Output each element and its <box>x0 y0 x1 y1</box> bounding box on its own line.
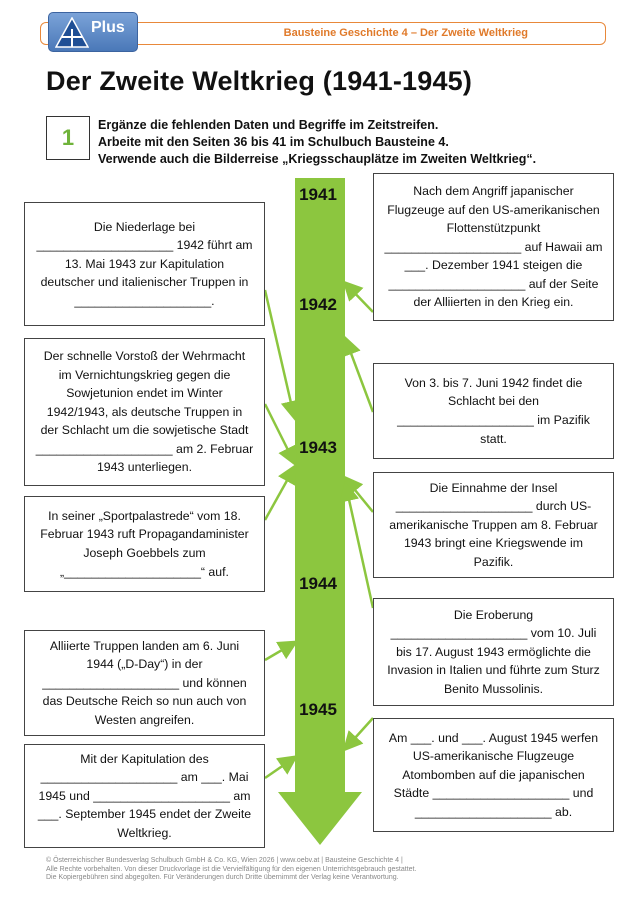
card-line: ____________________ im Pazifik <box>397 413 590 427</box>
card-line: ____________________ auf Hawaii am <box>384 239 603 254</box>
card-line: Februar 1943 ruft Propagandaminister <box>40 527 249 542</box>
footer-line: Die Kopiergebühren sind abgegolten. Für Veränderungen durch Dritte übernimmt der Verlag keine Verantwortung. <box>46 874 399 881</box>
event-card-left <box>24 630 265 736</box>
connector-arrow <box>265 758 294 778</box>
event-card-left <box>24 744 265 848</box>
event-card-left <box>24 496 265 592</box>
card-line: 1943 unterliegen. <box>96 460 193 475</box>
card-line: Nach dem Angriff japanischer <box>413 183 574 198</box>
card-line: Die Niederlage bei <box>93 219 196 234</box>
instruction-line: Verwende auch die Bilderreise „Kriegsschauplätze im Zweiten Weltkrieg“. <box>98 152 537 166</box>
card-line: ____________________ vom 10. Juli <box>390 626 597 641</box>
card-line: Flottenstützpunkt <box>446 221 541 236</box>
card-line: „____________________“ auf. <box>60 564 229 579</box>
event-card-left <box>24 202 265 326</box>
card-line: Die Eroberung <box>453 607 534 622</box>
footer-line: © Österreichischer Bundesverlag Schulbuch GmbH & Co. KG, Wien 2026 | www.oebv.at | Bausteine Geschichte 4 | <box>46 857 403 864</box>
card-line: Flugzeuge auf den US-amerikanischen <box>387 202 600 217</box>
connector-arrow <box>346 486 373 608</box>
card-line: Mit der Kapitulation des <box>80 751 209 766</box>
card-line: Die Einnahme der Insel <box>429 480 558 495</box>
card-line: ____________________ durch US- <box>395 499 592 514</box>
card-line: Invasion in Italien und führte zum Sturz <box>387 663 600 678</box>
event-card-right <box>373 472 614 578</box>
card-line: Westen angreifen. <box>94 712 195 727</box>
card-line: der Alliierten in den Krieg ein. <box>413 295 574 310</box>
year-label: 1944 <box>299 574 337 593</box>
card-line: 1943 bringt eine Kriegswende im <box>403 536 584 551</box>
card-line: ____________________ ab. <box>414 804 573 819</box>
card-line: ___. Dezember 1941 steigen die <box>404 258 583 273</box>
year-label: 1943 <box>299 438 337 457</box>
card-line: US-amerikanische Flugzeuge <box>412 749 575 764</box>
card-line: In seiner „Sportpalastrede“ vom 18. <box>48 508 241 523</box>
connector-arrow <box>265 643 294 660</box>
instruction-line: Ergänze die fehlenden Daten und Begriffe im Zeitstreifen. <box>98 118 439 132</box>
footer <box>46 857 416 883</box>
event-card-right <box>373 718 614 832</box>
connector-arrow <box>346 718 373 748</box>
task-number: 1 <box>46 116 90 160</box>
card-line: bis 17. August 1943 ermöglichte die <box>396 644 591 659</box>
year-label: 1942 <box>299 295 337 314</box>
card-line: Joseph Goebbels zum <box>83 546 206 560</box>
card-line: ____________________ am ___. Mai <box>40 770 249 785</box>
card-line: Atombomben auf die japanischen <box>402 767 585 782</box>
card-line: das Deutsche Reich so nun auch von <box>42 694 247 709</box>
card-line: Am ___. und ___. August 1945 werfen <box>388 730 599 745</box>
card-line: Der schnelle Vorstoß der Wehrmacht <box>43 348 246 363</box>
card-line: amerikanische Truppen am 8. Februar <box>389 517 598 532</box>
card-line: ____________________ und können <box>42 675 247 690</box>
card-line: Benito Mussolinis. <box>443 681 544 696</box>
card-line: ____________________. <box>74 293 215 308</box>
event-card-right <box>373 173 614 321</box>
card-line: Sowjetunion endet im Winter <box>66 386 223 401</box>
connector-arrow <box>346 340 373 412</box>
page-title: Der Zweite Weltkrieg (1941-1945) <box>46 66 473 96</box>
card-line: 13. Mai 1943 zur Kapitulation <box>64 256 225 271</box>
card-line: Alliierte Truppen landen am 6. Juni <box>49 638 240 653</box>
connector-arrow <box>265 468 294 520</box>
connector-arrow <box>346 284 373 312</box>
card-line: Von 3. bis 7. Juni 1942 findet die <box>404 375 583 390</box>
card-line: statt. <box>480 431 507 446</box>
card-line: ____________________ am 2. Februar <box>35 441 254 456</box>
year-label: 1945 <box>299 700 337 719</box>
card-line: 1942/1943, als deutsche Truppen in <box>46 404 243 419</box>
card-line: 1945 und ____________________ am <box>38 788 251 803</box>
card-line: Städte ____________________ und <box>393 786 594 801</box>
card-line: Pazifik. <box>473 554 514 569</box>
card-line: im Vernichtungskrieg gegen die <box>58 367 231 382</box>
card-line: ____________________ 1942 führt am <box>36 238 253 253</box>
card-line: ___. September 1945 endet der Zweite <box>37 807 252 822</box>
card-line: Schlacht bei den <box>448 394 539 409</box>
footer-line: Alle Rechte vorbehalten. Von dieser Druckvorlage ist die Vervielfältigung für den eigenen Unterrichtsgebrauch gestattet. <box>46 865 417 873</box>
card-line: ____________________ auf der Seite <box>388 276 599 291</box>
card-line: der Schlacht um die sowjetische Stadt <box>40 423 249 438</box>
header-title: Bausteine Geschichte 4 – Der Zweite Weltkrieg <box>283 27 528 39</box>
card-line: deutscher und italienischer Truppen in <box>40 275 249 290</box>
instruction-line: Arbeite mit den Seiten 36 bis 41 im Schulbuch Bausteine 4. <box>98 135 449 149</box>
event-card-right <box>373 363 614 459</box>
card-line: 1944 („D-Day“) in der <box>86 657 203 672</box>
year-label: 1941 <box>299 185 337 204</box>
event-card-left <box>24 338 265 486</box>
event-card-right <box>373 598 614 706</box>
logo-text: Plus <box>91 19 125 36</box>
card-line: Weltkrieg. <box>117 825 172 840</box>
